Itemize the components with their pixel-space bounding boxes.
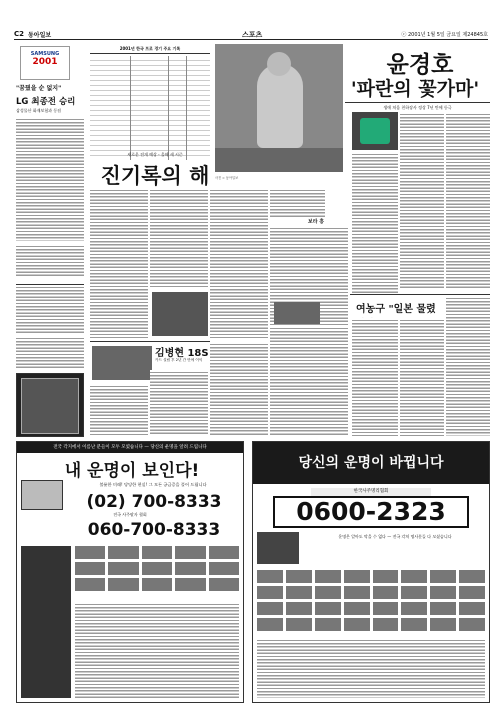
- ad-right-slogan: 운명은 알아도 막을 수 없다 — 전국 각처 명사분들 다 모셨습니다: [338, 534, 452, 539]
- right-col-5: [400, 318, 444, 436]
- lower-sub: 카드 설립 후 2년 간 만에 이익: [155, 358, 203, 362]
- center-article-col-4: [270, 188, 325, 218]
- right-headline: '파란의 꽃가마': [350, 78, 480, 100]
- lower-photo: [92, 346, 152, 380]
- record-table-title: 2001년 한국 프로 경기 주요 기록: [90, 46, 210, 54]
- ad-left-banner: 전국 각지에서 이름난 분들이 모두 모였습니다 — 당신의 운명을 알려 드립니다: [17, 442, 243, 453]
- left-side-ad[interactable]: [16, 373, 84, 437]
- left-brief: [16, 336, 84, 368]
- left-score-table: [16, 284, 84, 334]
- center-article-col-3: [210, 188, 268, 338]
- mid-col-2: [270, 326, 348, 436]
- ad-left-logo: [21, 480, 63, 510]
- page-date: ⓒ 2001년 1월 5일 금요일 제24845호: [401, 32, 488, 38]
- ad-left-phone-2[interactable]: 060-700-8333: [87, 520, 221, 540]
- right-col-4: [352, 318, 398, 436]
- ad-left-listing: [75, 602, 239, 698]
- right-fortune-ad[interactable]: [252, 441, 490, 703]
- photo-caption: 사진 = 동아일보: [215, 176, 239, 180]
- center-headline: 진기록의 해: [100, 164, 210, 188]
- page-number: C2: [14, 30, 25, 38]
- ad-left-sidebar: [21, 546, 71, 698]
- center-article-col-2: [150, 188, 208, 288]
- paper-name: 동아일보: [28, 32, 52, 39]
- right-sub: 생애 처음 천하장사 정상 7년 만에 등극: [345, 102, 490, 111]
- wrestler-photo: [215, 44, 343, 172]
- right-col-6: [446, 296, 490, 436]
- right-name: 윤경호: [386, 52, 454, 78]
- ad-left-sub: 볼륜한 미래! 당당한 현실! 그 모든 궁금증을 풀어 드립니다: [99, 482, 207, 487]
- right-emblem: [352, 112, 398, 150]
- ad-right-photos: [257, 570, 485, 631]
- small-photo: [152, 292, 208, 336]
- ad-left-headline: 내 운명이 보인다!: [64, 461, 200, 481]
- ad-right-listing: [257, 638, 485, 698]
- lower-col-3: [210, 342, 268, 436]
- lower-col-1: [90, 384, 148, 436]
- record-table: [90, 56, 210, 160]
- ad-right-phone[interactable]: 0600-2323: [273, 496, 469, 528]
- left-title: "꿈꿨을 순 없지": [16, 85, 62, 92]
- center-article-col-1: [90, 188, 148, 338]
- ad-left-org: 전국 사주팔자 협회: [113, 512, 147, 517]
- lower-col-2: [150, 370, 208, 436]
- left-article-text: [16, 117, 84, 241]
- ad-right-logo: [257, 532, 299, 564]
- ad-left-phone-1[interactable]: (02) 700-8333: [86, 492, 222, 512]
- samsung-logo: SAMSUNG 2001: [20, 46, 70, 80]
- mid-photo: [274, 302, 320, 324]
- ad-right-headline: 당신의 운명이 바뀝니다: [253, 442, 489, 484]
- right-col-1: [352, 152, 398, 294]
- lower-headline: 김병현 18S: [155, 348, 209, 359]
- right-sub-headline: 여농구 "일본 물렸: [356, 304, 436, 315]
- center-kicker: 새로운 전개 예상 - 올해 새 시즌: [127, 152, 183, 157]
- ad-right-org: 한국사주명리협회: [311, 488, 431, 496]
- left-fortune-ad[interactable]: [16, 441, 244, 703]
- ad-left-photos: [75, 546, 239, 591]
- right-col-3: [446, 112, 490, 290]
- left-sub: 삼성물산 화재보험과 동점: [16, 108, 62, 113]
- left-stat-table: [16, 244, 84, 278]
- right-col-2: [400, 112, 444, 288]
- page-header: [14, 30, 488, 40]
- section-title: 스포츠: [242, 31, 263, 39]
- small-label: 보라 흥: [307, 219, 325, 225]
- left-headline: LG 최종전 승리: [16, 97, 76, 107]
